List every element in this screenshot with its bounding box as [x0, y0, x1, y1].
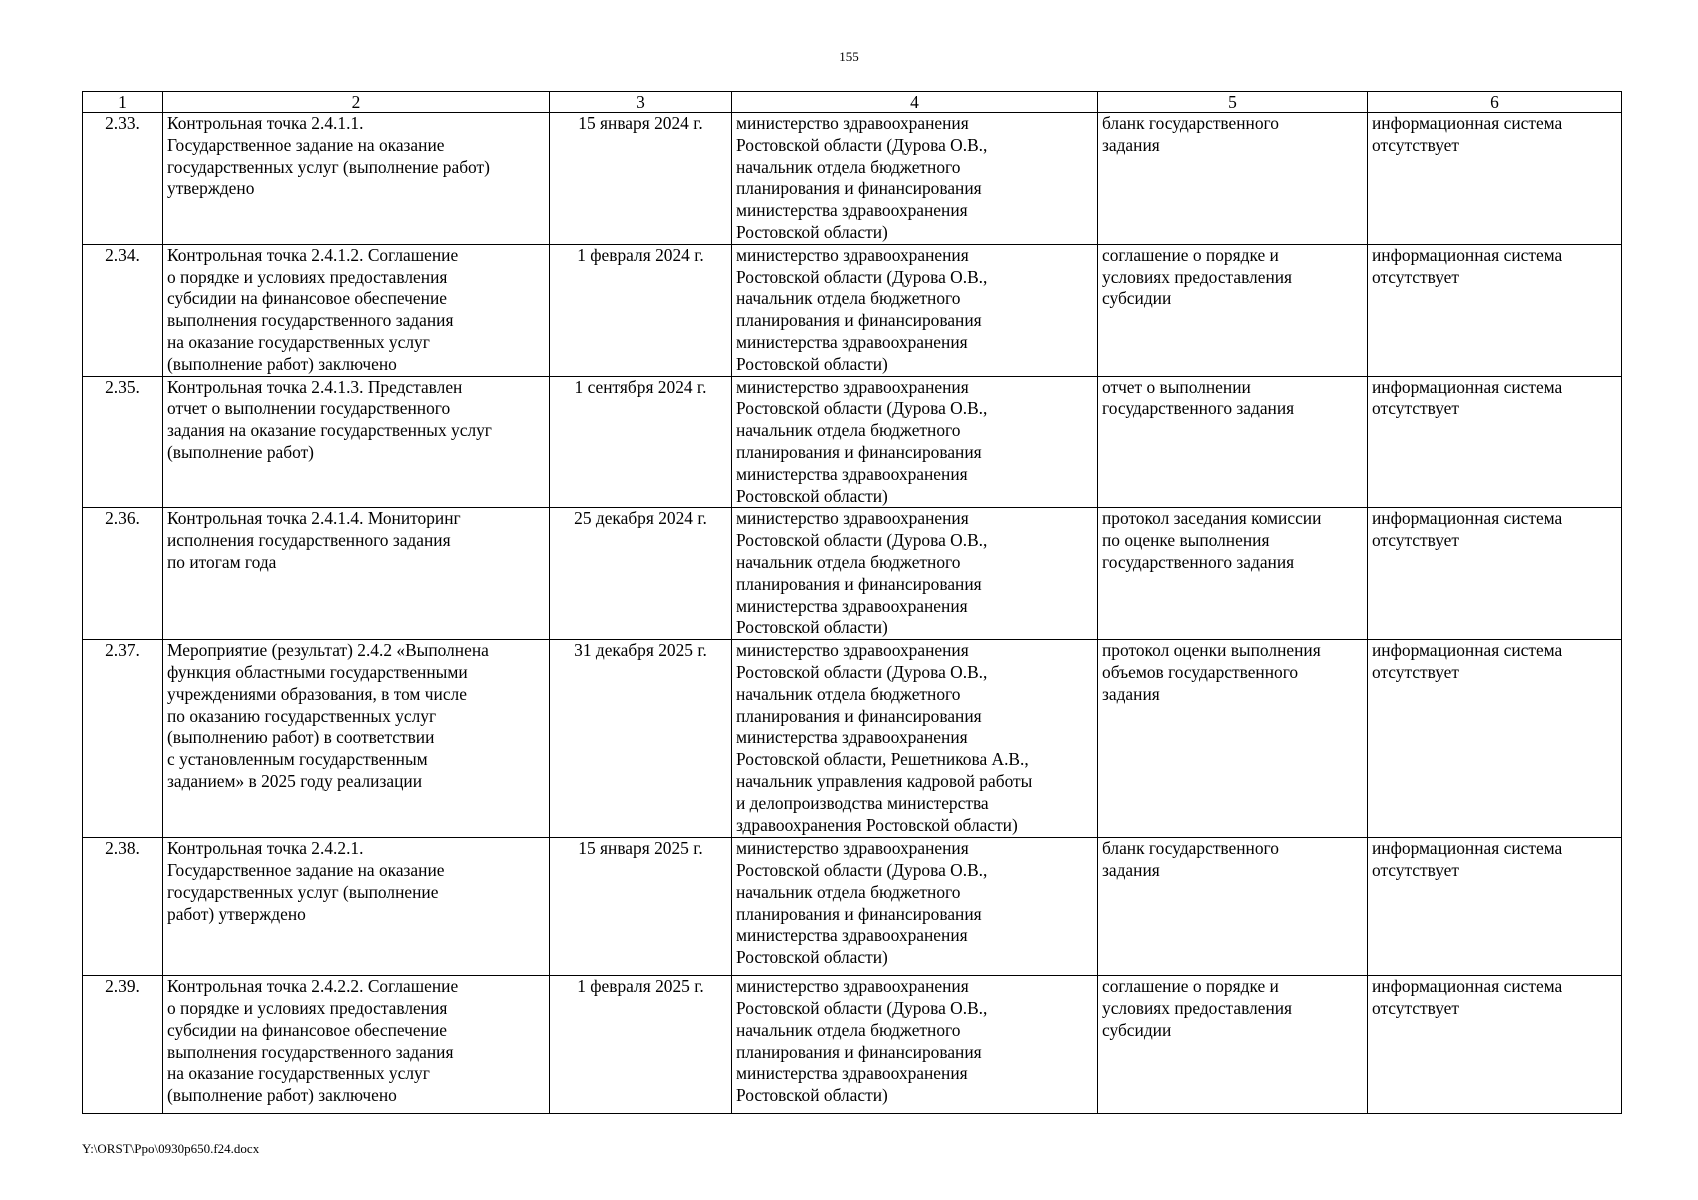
- responsible-executor: министерство здравоохранения Ростовской области (Дурова О.В., начальник отдела бюджетного планирования и финансирования министерства здравоохранения Ростовской области, Решетникова А.В., начальник управления кадровой работы и делопроизводства министерства здравоохранения Ростовской области): [732, 640, 1098, 838]
- event-name: Контрольная точка 2.4.2.1. Государственное задание на оказание государственных услуг (выполнение работ) утверждено: [163, 838, 550, 976]
- header-row: [83, 92, 1622, 113]
- deadline-date: 1 сентября 2024 г.: [550, 376, 732, 508]
- row-number: 2.39.: [83, 976, 163, 1114]
- deadline-date: 15 января 2024 г.: [550, 113, 732, 245]
- confirming-document: соглашение о порядке и условиях предоставления субсидии: [1098, 244, 1368, 376]
- row-number: 2.38.: [83, 838, 163, 976]
- confirming-document: соглашение о порядке и условиях предоставления субсидии: [1098, 976, 1368, 1114]
- column-header: 4: [732, 92, 1098, 113]
- confirming-document: бланк государственного задания: [1098, 838, 1368, 976]
- information-system: информационная система отсутствует: [1368, 376, 1622, 508]
- responsible-executor: министерство здравоохранения Ростовской области (Дурова О.В., начальник отдела бюджетного планирования и финансирования министерства здравоохранения Ростовской области): [732, 113, 1098, 245]
- confirming-document: отчет о выполнении государственного задания: [1098, 376, 1368, 508]
- table-row: [83, 244, 1622, 376]
- table-row: [83, 376, 1622, 508]
- confirming-document: протокол оценки выполнения объемов государственного задания: [1098, 640, 1368, 838]
- information-system: информационная система отсутствует: [1368, 838, 1622, 976]
- row-number: 2.33.: [83, 113, 163, 245]
- column-header: 6: [1368, 92, 1622, 113]
- information-system: информационная система отсутствует: [1368, 113, 1622, 245]
- responsible-executor: министерство здравоохранения Ростовской области (Дурова О.В., начальник отдела бюджетного планирования и финансирования министерства здравоохранения Ростовской области): [732, 976, 1098, 1114]
- table-row: [83, 838, 1622, 976]
- event-name: Контрольная точка 2.4.2.2. Соглашение о порядке и условиях предоставления субсидии на финансовое обеспечение выполнения государственного задания на оказание государственных услуг (выполнение работ) заключено: [163, 976, 550, 1114]
- event-name: Контрольная точка 2.4.1.3. Представлен отчет о выполнении государственного задания на оказание государственных услуг (выполнение работ): [163, 376, 550, 508]
- page-number: 155: [839, 49, 859, 64]
- responsible-executor: министерство здравоохранения Ростовской области (Дурова О.В., начальник отдела бюджетного планирования и финансирования министерства здравоохранения Ростовской области): [732, 508, 1098, 640]
- event-name: Контрольная точка 2.4.1.4. Мониторинг исполнения государственного задания по итогам года: [163, 508, 550, 640]
- deadline-date: 31 декабря 2025 г.: [550, 640, 732, 838]
- event-name: Контрольная точка 2.4.1.1. Государственное задание на оказание государственных услуг (выполнение работ) утверждено: [163, 113, 550, 245]
- information-system: информационная система отсутствует: [1368, 244, 1622, 376]
- file-path-footer: Y:\ORST\Ppo\0930p650.f24.docx: [82, 1141, 260, 1156]
- information-system: информационная система отсутствует: [1368, 976, 1622, 1114]
- deadline-date: 25 декабря 2024 г.: [550, 508, 732, 640]
- table-row: [83, 976, 1622, 1114]
- column-header: 3: [550, 92, 732, 113]
- information-system: информационная система отсутствует: [1368, 508, 1622, 640]
- responsible-executor: министерство здравоохранения Ростовской области (Дурова О.В., начальник отдела бюджетного планирования и финансирования министерства здравоохранения Ростовской области): [732, 376, 1098, 508]
- column-header: 1: [83, 92, 163, 113]
- row-number: 2.37.: [83, 640, 163, 838]
- event-name: Контрольная точка 2.4.1.2. Соглашение о порядке и условиях предоставления субсидии на финансовое обеспечение выполнения государственного задания на оказание государственных услуг (выполнение работ) заключено: [163, 244, 550, 376]
- event-name: Мероприятие (результат) 2.4.2 «Выполнена функция областными государственными учреждениями образования, в том числе по оказанию государственных услуг (выполнению работ) в соответствии с установленным государственным заданием» в 2025 году реализации: [163, 640, 550, 838]
- plan-table: [82, 91, 1622, 1114]
- row-number: 2.35.: [83, 376, 163, 508]
- table-row: [83, 113, 1622, 245]
- deadline-date: 1 февраля 2024 г.: [550, 244, 732, 376]
- confirming-document: бланк государственного задания: [1098, 113, 1368, 245]
- table-row: [83, 640, 1622, 838]
- deadline-date: 1 февраля 2025 г.: [550, 976, 732, 1114]
- row-number: 2.36.: [83, 508, 163, 640]
- column-header: 2: [163, 92, 550, 113]
- information-system: информационная система отсутствует: [1368, 640, 1622, 838]
- row-number: 2.34.: [83, 244, 163, 376]
- responsible-executor: министерство здравоохранения Ростовской области (Дурова О.В., начальник отдела бюджетного планирования и финансирования министерства здравоохранения Ростовской области): [732, 244, 1098, 376]
- responsible-executor: министерство здравоохранения Ростовской области (Дурова О.В., начальник отдела бюджетного планирования и финансирования министерства здравоохранения Ростовской области): [732, 838, 1098, 976]
- confirming-document: протокол заседания комиссии по оценке выполнения государственного задания: [1098, 508, 1368, 640]
- table-row: [83, 508, 1622, 640]
- column-header: 5: [1098, 92, 1368, 113]
- deadline-date: 15 января 2025 г.: [550, 838, 732, 976]
